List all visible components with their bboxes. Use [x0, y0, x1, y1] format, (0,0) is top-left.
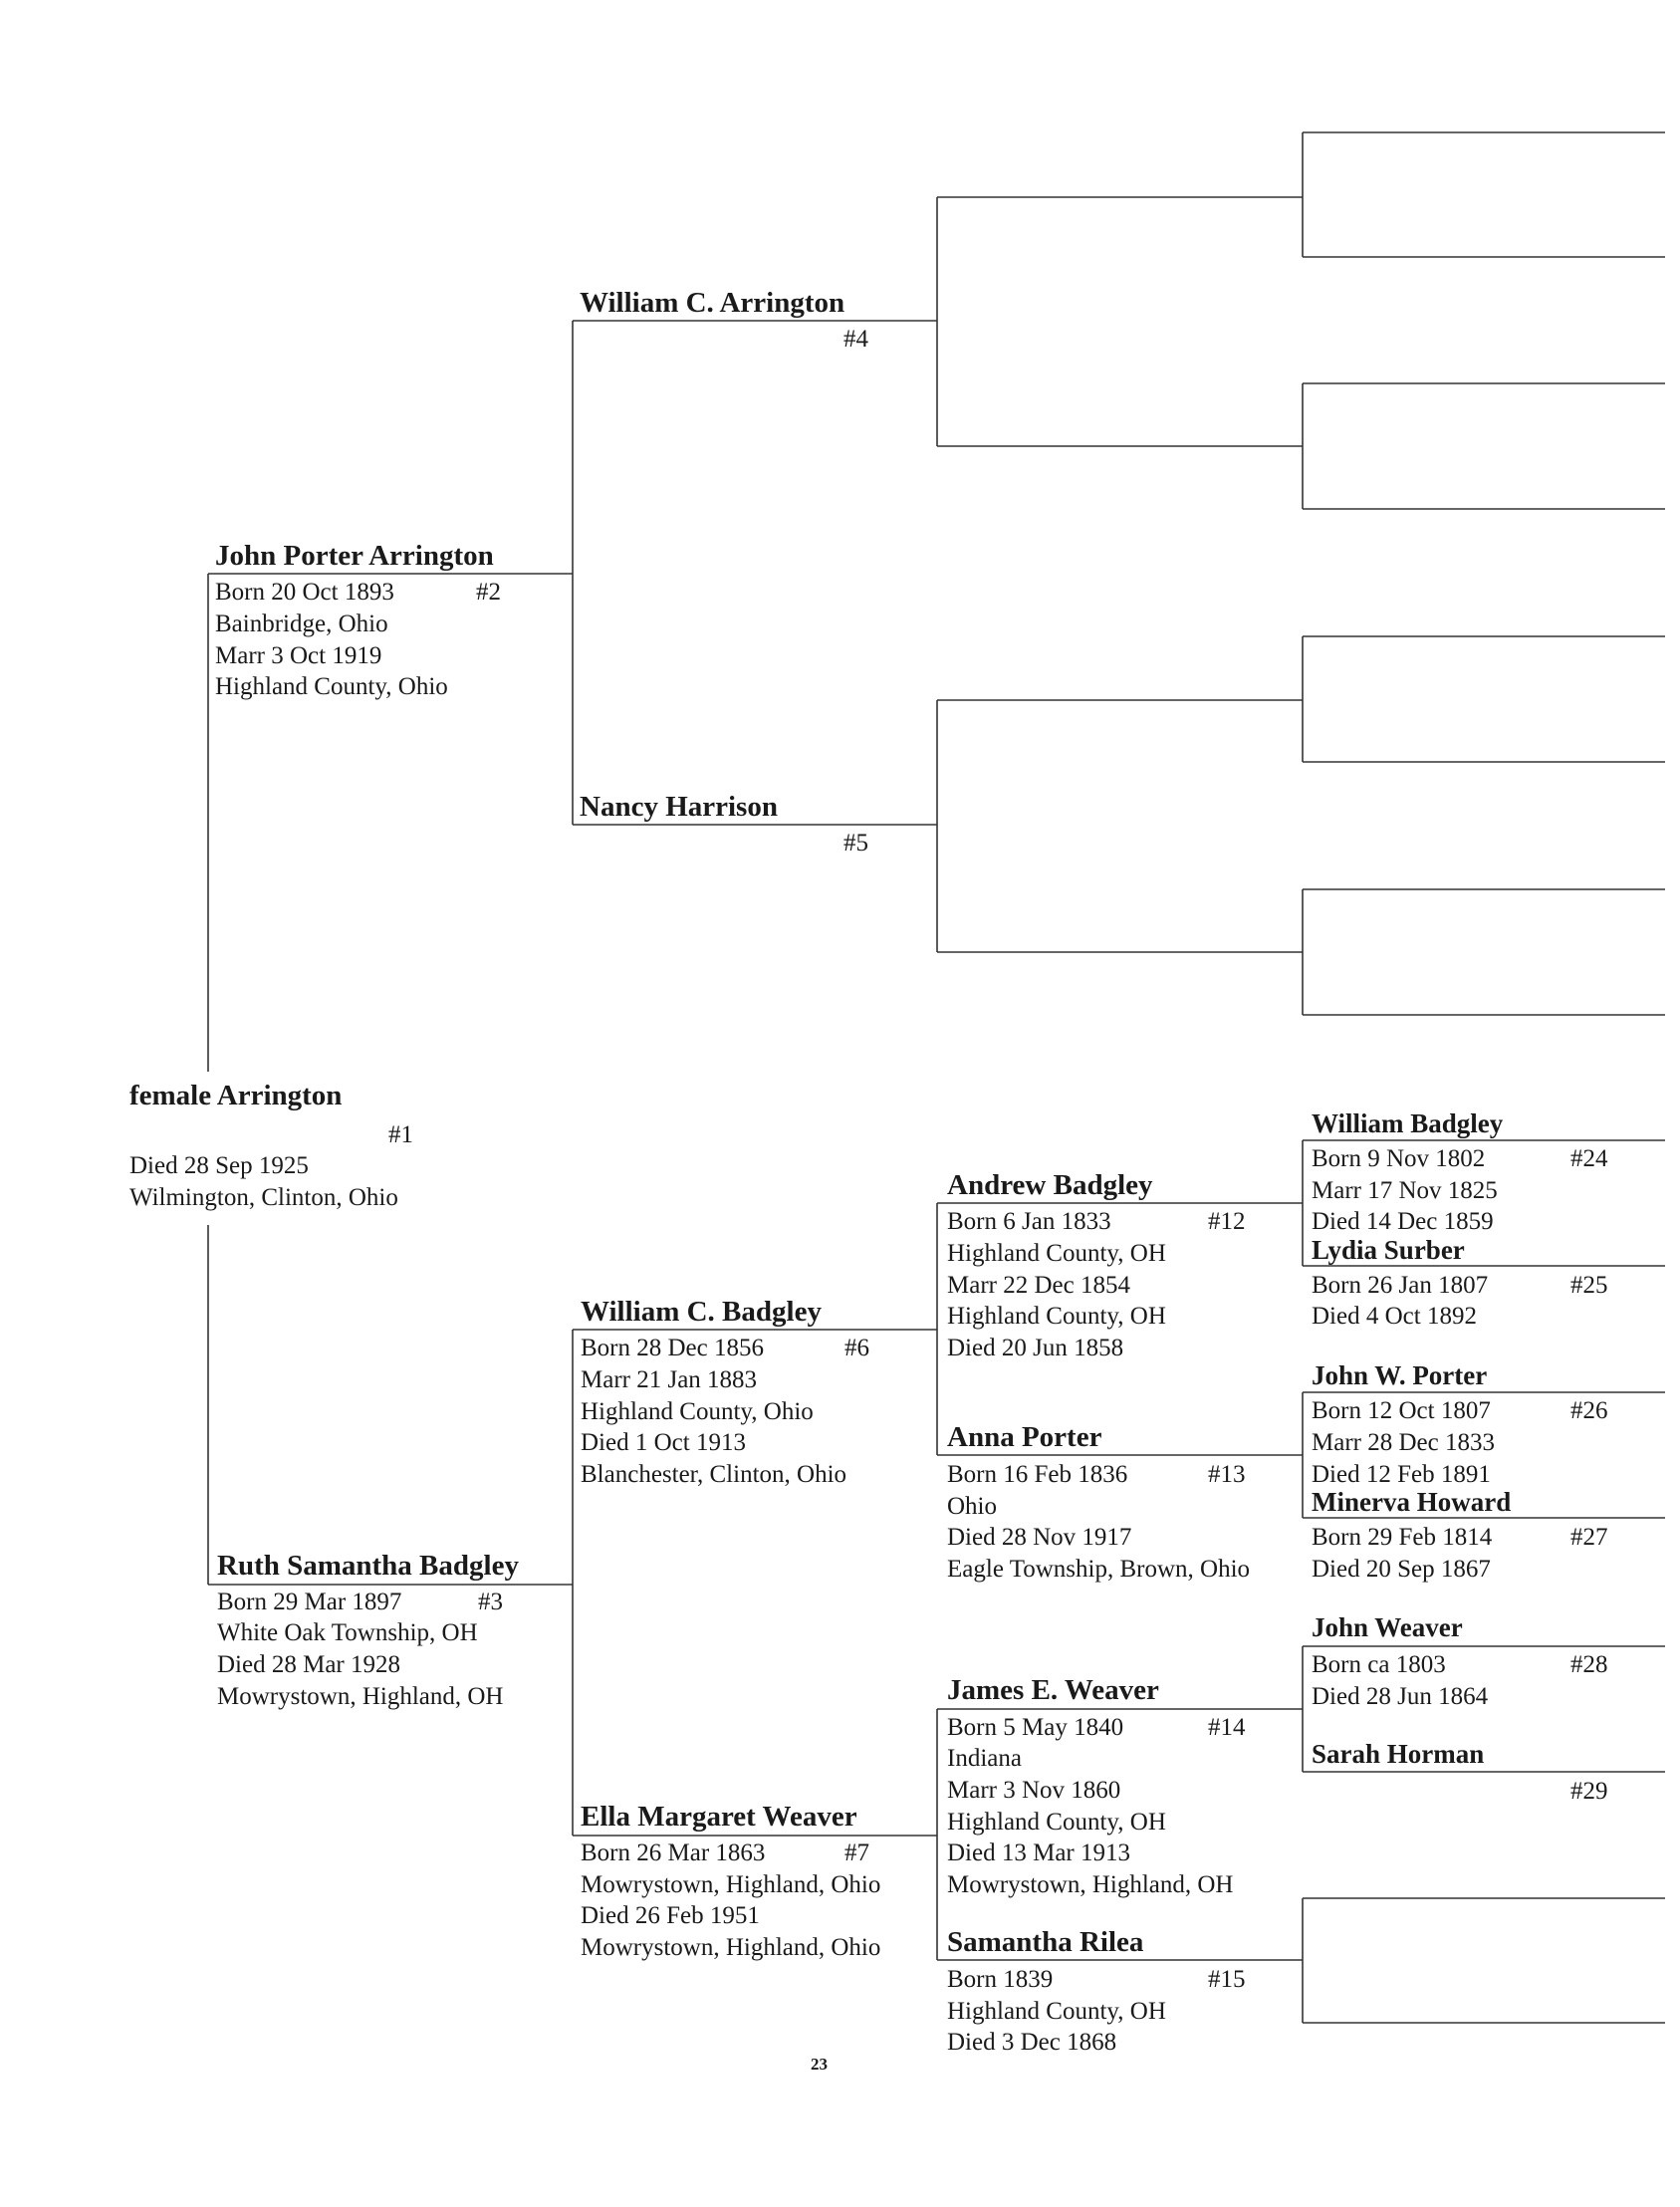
person-3-line: Born 29 Mar 1897 — [217, 1589, 402, 1615]
person-2-number: #2 — [476, 579, 501, 606]
person-7-number: #7 — [844, 1839, 869, 1866]
person-24-line: Marr 17 Nov 1825 — [1312, 1177, 1498, 1204]
person-26-number: #26 — [1570, 1397, 1608, 1424]
person-24-line: Born 9 Nov 1802 — [1312, 1145, 1486, 1172]
person-13-line: Died 28 Nov 1917 — [947, 1524, 1132, 1551]
person-2-line: Highland County, Ohio — [215, 673, 448, 700]
person-6-number: #6 — [844, 1335, 869, 1361]
person-3-line: White Oak Township, OH — [217, 1619, 478, 1646]
person-3-number: #3 — [478, 1589, 503, 1615]
person-7-line: Mowrystown, Highland, Ohio — [581, 1871, 881, 1898]
person-3-line: Died 28 Mar 1928 — [217, 1651, 400, 1678]
person-7-name: Ella Margaret Weaver — [581, 1801, 857, 1833]
person-14-line: Died 13 Mar 1913 — [947, 1839, 1130, 1866]
person-12-line: Highland County, OH — [947, 1240, 1166, 1267]
person-1-line: Died 28 Sep 1925 — [129, 1152, 309, 1179]
person-12-line: Died 20 Jun 1858 — [947, 1335, 1124, 1361]
person-29-number: #29 — [1570, 1778, 1608, 1805]
person-28-line: Died 28 Jun 1864 — [1312, 1683, 1489, 1710]
person-1-name: female Arrington — [129, 1080, 343, 1111]
person-25-line: Died 4 Oct 1892 — [1312, 1303, 1477, 1330]
person-12-name: Andrew Badgley — [947, 1169, 1153, 1201]
person-6-line: Blanchester, Clinton, Ohio — [581, 1461, 847, 1488]
person-29-name: Sarah Horman — [1312, 1739, 1485, 1769]
person-26-line: Born 12 Oct 1807 — [1312, 1397, 1491, 1424]
person-13-name: Anna Porter — [947, 1421, 1102, 1453]
person-26-line: Marr 28 Dec 1833 — [1312, 1429, 1495, 1456]
person-28-number: #28 — [1570, 1651, 1608, 1678]
person-7-line: Mowrystown, Highland, Ohio — [581, 1934, 881, 1961]
person-1-number: #1 — [388, 1121, 413, 1148]
person-15-number: #15 — [1208, 1966, 1246, 1993]
person-14-line: Marr 3 Nov 1860 — [947, 1777, 1121, 1804]
person-12-line: Marr 22 Dec 1854 — [947, 1272, 1130, 1299]
person-26-name: John W. Porter — [1312, 1360, 1488, 1390]
person-12-line: Born 6 Jan 1833 — [947, 1208, 1111, 1235]
person-15-line: Died 3 Dec 1868 — [947, 2029, 1117, 2056]
person-6-line: Died 1 Oct 1913 — [581, 1429, 746, 1456]
person-2-name: John Porter Arrington — [215, 540, 494, 572]
person-27-name: Minerva Howard — [1312, 1487, 1512, 1517]
person-14-number: #14 — [1208, 1714, 1246, 1741]
person-15-name: Samantha Rilea — [947, 1926, 1144, 1958]
person-7-line: Died 26 Feb 1951 — [581, 1902, 760, 1929]
person-4-name: William C. Arrington — [580, 287, 845, 319]
person-2-line: Bainbridge, Ohio — [215, 611, 388, 637]
person-5-number: #5 — [843, 830, 868, 857]
person-13-number: #13 — [1208, 1461, 1246, 1488]
person-2-line: Marr 3 Oct 1919 — [215, 642, 382, 669]
person-4-number: #4 — [843, 326, 868, 353]
person-6-line: Marr 21 Jan 1883 — [581, 1366, 758, 1393]
person-27-line: Died 20 Sep 1867 — [1312, 1556, 1491, 1583]
person-2-line: Born 20 Oct 1893 — [215, 579, 394, 606]
person-24-line: Died 14 Dec 1859 — [1312, 1208, 1494, 1235]
person-15-line: Highland County, OH — [947, 1998, 1166, 2025]
person-14-line: Indiana — [947, 1745, 1022, 1772]
person-1-line: Wilmington, Clinton, Ohio — [129, 1184, 398, 1211]
person-14-line: Born 5 May 1840 — [947, 1714, 1124, 1741]
person-6-line: Highland County, Ohio — [581, 1398, 814, 1425]
person-28-line: Born ca 1803 — [1312, 1651, 1446, 1678]
person-14-line: Highland County, OH — [947, 1809, 1166, 1836]
page-number: 23 — [811, 2055, 828, 2074]
person-26-line: Died 12 Feb 1891 — [1312, 1461, 1491, 1488]
person-27-line: Born 29 Feb 1814 — [1312, 1524, 1493, 1551]
person-6-line: Born 28 Dec 1856 — [581, 1335, 764, 1361]
person-25-number: #25 — [1570, 1272, 1608, 1299]
person-14-name: James E. Weaver — [947, 1674, 1159, 1706]
person-24-number: #24 — [1570, 1145, 1608, 1172]
person-13-line: Eagle Township, Brown, Ohio — [947, 1556, 1251, 1583]
person-12-number: #12 — [1208, 1208, 1246, 1235]
person-25-line: Born 26 Jan 1807 — [1312, 1272, 1489, 1299]
person-13-line: Ohio — [947, 1493, 997, 1520]
person-6-name: William C. Badgley — [581, 1296, 822, 1328]
person-14-line: Mowrystown, Highland, OH — [947, 1871, 1234, 1898]
person-3-line: Mowrystown, Highland, OH — [217, 1683, 504, 1710]
person-15-line: Born 1839 — [947, 1966, 1054, 1993]
person-25-name: Lydia Surber — [1312, 1235, 1465, 1265]
person-13-line: Born 16 Feb 1836 — [947, 1461, 1128, 1488]
person-28-name: John Weaver — [1312, 1612, 1463, 1642]
person-27-number: #27 — [1570, 1524, 1608, 1551]
person-12-line: Highland County, OH — [947, 1303, 1166, 1330]
person-5-name: Nancy Harrison — [580, 791, 778, 823]
person-7-line: Born 26 Mar 1863 — [581, 1839, 766, 1866]
person-3-name: Ruth Samantha Badgley — [217, 1550, 519, 1582]
person-24-name: William Badgley — [1312, 1108, 1504, 1138]
